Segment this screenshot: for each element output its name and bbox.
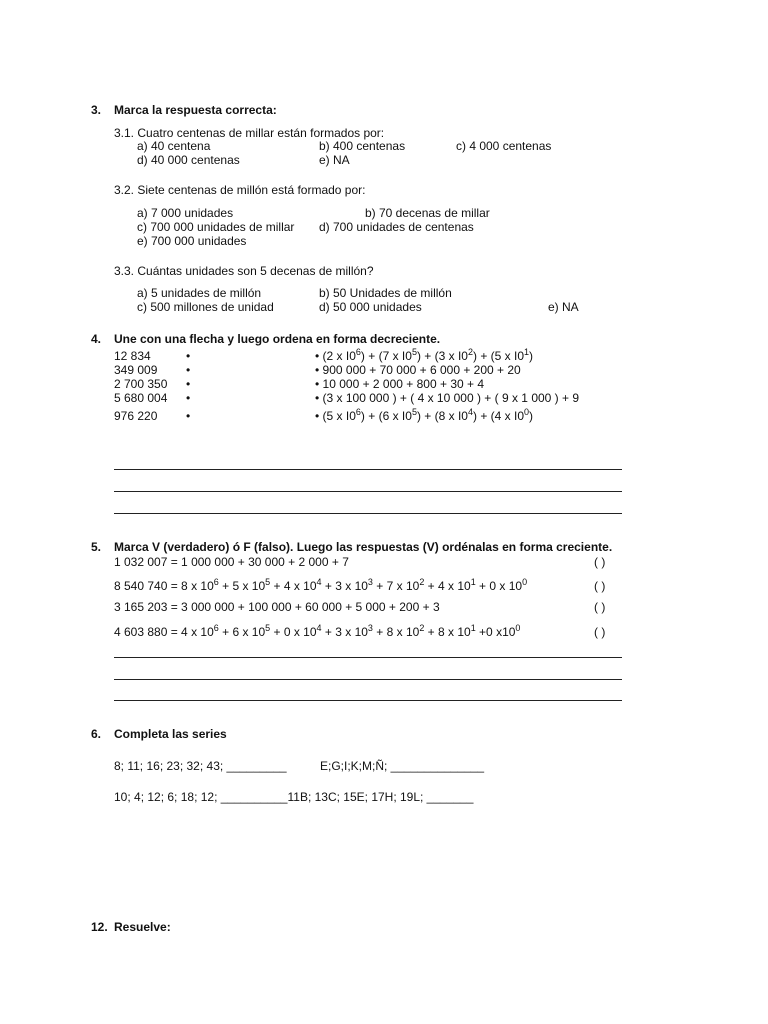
q4-right-item: • 10 000 + 2 000 + 800 + 30 + 4 (315, 377, 485, 391)
q4-left-item: 976 220 (114, 409, 158, 423)
q4-bullet: • (186, 409, 191, 423)
q5-statement-4: 4 603 880 = 4 x $10^6 + 6$ x $10^5 + 0$ x $10^4 + 3$ x $10^3 + 8$ x $10^2 + 8$ x $10^1 +0$ $x10^0$ (114, 623, 521, 639)
q6-series-3: 10; 4; 12; 6; 18; 12; __________11B; 13C; 15E; 17H; 19L; _______ (114, 790, 474, 804)
q3-title: Marca la respuesta correcta: (114, 103, 277, 117)
q3-2-option-b: b) 70 decenas de millar (365, 206, 490, 220)
q6-series-2: E;G;I;K;M;Ñ; ______________ (320, 759, 485, 773)
q3-1-option-e: e) NA (319, 153, 350, 167)
q3-1-option-a: a) 40 centena (137, 139, 211, 153)
q4-bullet: • (186, 391, 191, 405)
q4-right-item: • (5 x $I0^6) + (6$ x $I0^5) + (8$ x $I0^4) + (4$ x $I0^0$) (315, 407, 534, 423)
q5-statement-2: 8 540 740 = 8 x $10^6 + 5$ x $10^5 + 4$ x $10^4 + 3$ x $10^3 + 7$ x $10^2 + 4$ x $10^1 + 0$ x $10^0$ (114, 577, 528, 593)
q4-bullet: • (186, 363, 191, 377)
q4-right-item: • (3 x 100 000 ) + ( 4 x 10 000 ) + ( 9 x 1 000 ) + 9 (315, 391, 580, 405)
q3-3-option-a: a) 5 unidades de millón (137, 286, 262, 300)
q6-number: 6. (91, 727, 102, 741)
q3-2-option-e: e) 700 000 unidades (137, 234, 247, 248)
q3-1-question: 3.1. Cuatro centenas de millar están formados por: (114, 126, 385, 140)
answer-line[interactable] (114, 491, 622, 492)
answer-line[interactable] (114, 700, 622, 701)
answer-line[interactable] (114, 513, 622, 514)
q3-3-question: 3.3. Cuántas unidades son 5 decenas de millón? (114, 264, 374, 278)
q3-3-option-b: b) 50 Unidades de millón (319, 286, 452, 300)
q3-3-option-e: e) NA (548, 300, 579, 314)
q5-answer-box-2[interactable]: ( ) (594, 579, 606, 593)
q4-number: 4. (91, 332, 102, 346)
q5-statement-1: 1 032 007 = 1 000 000 + 30 000 + 2 000 + 7 (114, 555, 349, 569)
q4-left-item: 5 680 004 (114, 391, 168, 405)
q12-title: Resuelve: (114, 920, 171, 934)
q4-title: Une con una flecha y luego ordena en forma decreciente. (114, 332, 441, 346)
q5-answer-box-1[interactable]: ( ) (594, 555, 606, 569)
q3-3-option-c: c) 500 millones de unidad (137, 300, 274, 314)
q3-number: 3. (91, 103, 102, 117)
q12-number: 12. (91, 920, 108, 934)
answer-line[interactable] (114, 657, 622, 658)
q3-3-option-d: d) 50 000 unidades (319, 300, 422, 314)
q4-left-item: 2 700 350 (114, 377, 168, 391)
q5-answer-box-4[interactable]: ( ) (594, 625, 606, 639)
q3-2-option-d: d) 700 unidades de centenas (319, 220, 474, 234)
q3-2-option-c: c) 700 000 unidades de millar (137, 220, 295, 234)
q3-2-question: 3.2. Siete centenas de millón está formado por: (114, 183, 366, 197)
q3-1-option-b: b) 400 centenas (319, 139, 406, 153)
q4-bullet: • (186, 377, 191, 391)
q4-bullet: • (186, 349, 191, 363)
q6-title: Completa las series (114, 727, 227, 741)
q4-right-item: • 900 000 + 70 000 + 6 000 + 200 + 20 (315, 363, 521, 377)
q4-left-item: 12 834 (114, 349, 151, 363)
answer-line[interactable] (114, 679, 622, 680)
q5-statement-3: 3 165 203 = 3 000 000 + 100 000 + 60 000 + 5 000 + 200 + 3 (114, 600, 440, 614)
q3-1-option-c: c) 4 000 centenas (456, 139, 552, 153)
answer-line[interactable] (114, 469, 622, 470)
q5-title: Marca V (verdadero) ó F (falso). Luego las respuestas (V) ordénalas en forma creciente. (114, 540, 613, 554)
q5-number: 5. (91, 540, 102, 554)
q4-right-item: • (2 x $I0^6) + (7$ x $I0^5) + (3$ x $I0^2) + (5$ x $I0^1$) (315, 347, 534, 363)
q5-answer-box-3[interactable]: ( ) (594, 600, 606, 614)
q3-1-option-d: d) 40 000 centenas (137, 153, 240, 167)
q3-2-option-a: a) 7 000 unidades (137, 206, 234, 220)
q6-series-1: 8; 11; 16; 23; 32; 43; _________ (114, 759, 287, 773)
q4-left-item: 349 009 (114, 363, 158, 377)
